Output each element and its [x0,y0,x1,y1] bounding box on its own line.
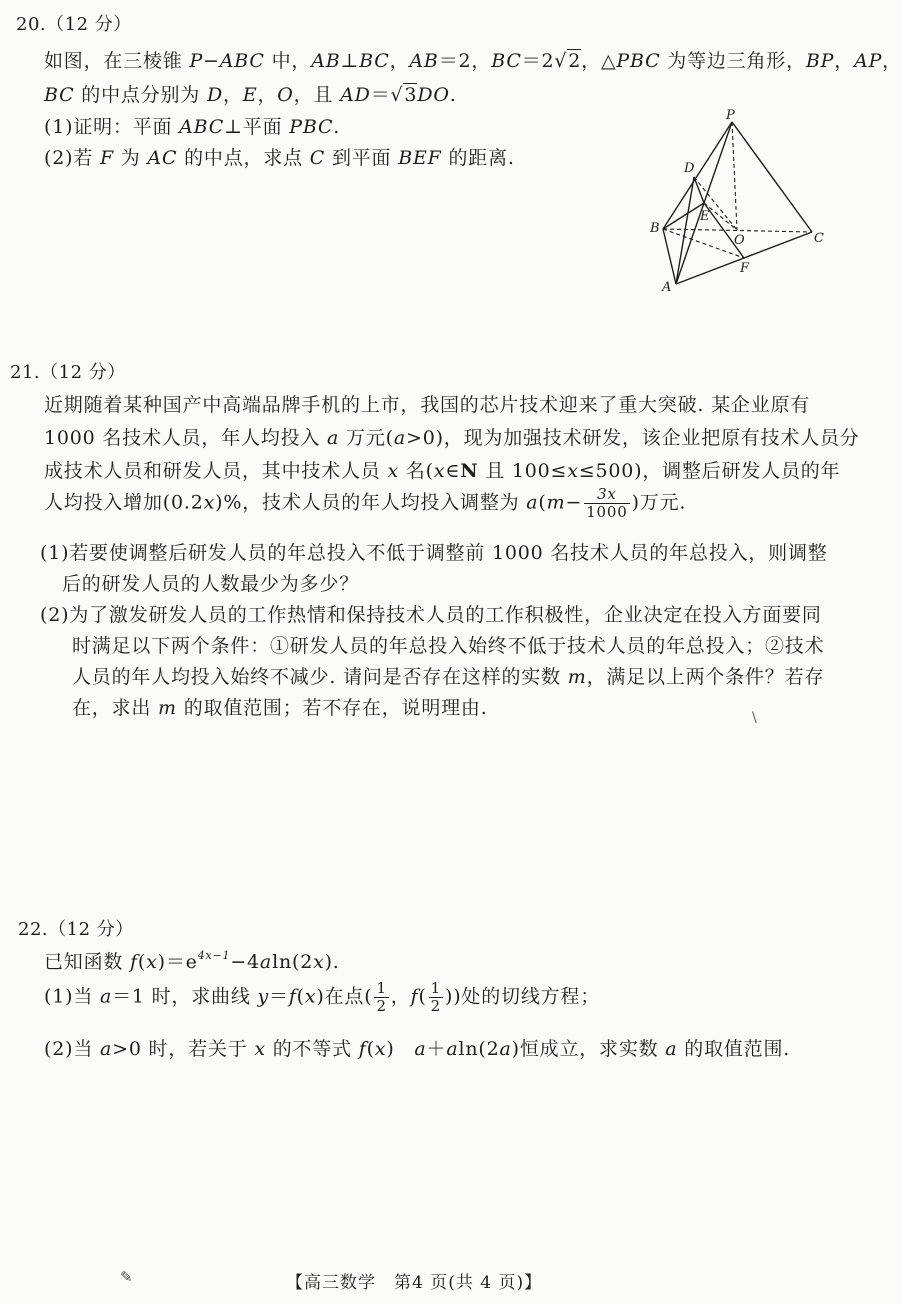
segment-PO-hidden [732,122,737,230]
math: PBC [616,50,661,72]
text: ，△ [581,50,617,72]
text: 人员的年人均投入始终不减少. 请问是否存在这样的实数 [72,666,568,688]
q21-stem-line4 [44,486,686,521]
math: a [499,1038,512,1060]
text: 为 [113,147,148,169]
q20-part1 [44,112,340,139]
exponent: 4x−1 [197,949,231,962]
text: . [333,116,341,138]
text: ＝2 [521,50,555,72]
math: AB [409,50,439,72]
stray-pen-mark: \ [752,710,757,726]
text: 如图，在三棱锥 [44,50,190,72]
text: ， [257,84,278,106]
math: F [99,147,114,169]
math: AD [340,84,371,106]
text: 的距离. [441,147,515,169]
pen-mark-icon: ✎ [120,1268,133,1286]
math: BP [805,50,835,72]
math: AP [854,50,883,72]
q21-part2-line1: (2)为了激发研发人员的工作热情和保持技术人员的工作积极性，企业决定在投入方面要同 [40,604,822,626]
text: ⊥平面 [224,116,290,138]
segment-AD [676,177,694,284]
text: (2)当 [44,1038,100,1060]
q21-part2-line4 [72,693,488,720]
pyramid-diagram [640,108,830,293]
q20-stem-line1 [44,46,902,73]
sqrt-sign: √ [554,50,568,72]
q21-stem-line1: 近期随着某种国产中高端品牌手机的上市，我国的芯片技术迎来了重大突破. 某企业原有 [44,394,811,416]
q21-stem-line2 [44,423,860,450]
math: a [665,1038,678,1060]
math: a [393,427,406,449]
math: y [257,985,270,1008]
math: a [414,1038,427,1060]
math: a [99,1038,113,1060]
q22-part2 [44,1034,790,1061]
text: ln(2 [272,951,314,973]
text: 1000 名技术人员，年人均投入 [44,427,328,449]
segment-BE [663,203,704,229]
text: (1)当 [44,985,100,1008]
fraction [584,486,629,521]
math: BC [491,50,522,72]
label-F: F [740,261,750,276]
denominator: 1000 [586,503,628,521]
math: x [254,1038,266,1060]
label-C: C [814,231,824,246]
text: 到平面 [325,147,399,169]
math: x [387,460,399,482]
edge-PB [663,122,732,229]
math: AC [147,147,178,169]
math: m [158,697,177,719]
q20-part2 [44,143,515,170]
text: )%，技术人员的年人均投入调整为 [215,491,527,514]
label-D: D [684,161,695,176]
label-A: A [662,280,672,295]
text: ， [834,50,855,72]
label-O: O [734,233,745,248]
math: P−ABC [189,50,265,72]
text: (2)若 [44,147,100,169]
text: ))处的切线方程； [445,985,601,1008]
q21-heading: 21.（12 分） [10,362,126,383]
text: ＝ [370,84,391,106]
text: . [449,84,457,106]
math: f [130,951,138,973]
text: − [565,491,583,514]
math: x [313,951,325,973]
q22-stem [44,947,340,974]
text: ＋ [426,1038,447,1060]
math: a [526,491,539,514]
text: −4 [230,951,260,973]
text: ，且 [293,84,341,106]
text: ， [882,50,902,72]
page-footer: 【高三数学 第4 页(共 4 页)】 [286,1273,543,1293]
math: BC [44,84,75,106]
math: x [374,1038,387,1060]
q21-part1-line1: (1)若要使调整后研发人员的年总投入不低于调整前 1000 名技术人员的年总投入，则调整 [40,542,828,564]
math: x [203,491,216,514]
segment-EF [704,203,744,258]
edge-AB [663,229,676,284]
q20-stem-line2 [44,80,457,107]
math: m [546,491,566,514]
text: ，满足以上两个条件？若存 [586,666,825,688]
text: ln(2 [458,1038,500,1060]
text: ， [222,84,243,106]
text: 在，求出 [72,697,159,719]
text: 的中点，求点 [177,147,310,169]
q21-part2-line3 [72,662,824,689]
segment-DE [694,177,704,203]
text: ， [389,50,410,72]
numerator: 1 [430,979,441,997]
text: 且 100≤ [478,460,568,482]
q20-heading: 20.（12 分） [16,14,132,35]
math: ABC [179,116,225,138]
math: x [567,460,579,482]
math: x [304,985,317,1008]
math: x [433,460,446,482]
text: 的取值范围. [677,1038,791,1060]
math: DO [417,84,450,106]
radicand: 2 [568,50,582,72]
text: 中， [264,50,312,72]
text: (1)证明：平面 [44,116,180,138]
text: 成技术人员和研发人员，其中技术人员 [44,460,388,482]
text: ( [418,985,427,1008]
math: m [567,666,587,688]
label-P: P [726,108,735,123]
text: 的不等式 [265,1038,359,1060]
numerator: 3x [584,486,629,504]
text: ≤500)，调整后研发人员的年 [578,460,841,482]
text: 已知函数 [44,951,131,973]
text: ＝ [269,985,289,1008]
text: ). [324,951,340,973]
radicand: 3 [404,84,418,106]
text: 名( [398,460,434,482]
math: f [410,985,419,1008]
text: ， [390,985,411,1008]
text: 万元( [339,427,394,449]
text: )＝e [157,951,198,973]
math: a [99,985,113,1008]
math: C [309,147,326,169]
numerator: 1 [376,979,387,997]
label-B: B [650,221,660,236]
denominator: 2 [376,997,387,1015]
text: ( [366,1038,375,1060]
edge-PC [732,122,812,232]
text: ) [386,1038,415,1060]
text: ( [296,985,305,1008]
math: f [288,985,297,1008]
math: O [277,84,294,106]
q22-part1 [44,980,600,1015]
math: N [460,460,479,482]
text: >0)，现为加强技术研发，该企业把原有技术人员分 [405,427,860,449]
text: 的中点分别为 [74,84,207,106]
sqrt-sign: √ [390,84,404,106]
text: )在点( [316,985,373,1008]
q22-heading: 22.（12 分） [18,919,134,940]
math: D [206,84,223,106]
q21-stem-line3 [44,456,840,483]
math: a [327,427,340,449]
math: AB⊥BC [311,50,390,72]
denominator: 2 [430,997,441,1015]
text: ( [137,951,147,973]
q21-part1-line2: 后的研发人员的人数最少为多少？ [62,573,360,595]
math: a [259,951,273,973]
text: )万元. [631,491,687,514]
text: ＝1 时，求曲线 [112,985,258,1008]
label-E: E [700,209,710,224]
math: a [446,1038,459,1060]
math: BEF [398,147,442,169]
text: ＝2， [438,50,492,72]
math: f [358,1038,367,1060]
math: x [146,951,158,973]
text: >0 时，若关于 [112,1038,255,1060]
segment-BF-hidden [663,229,744,258]
q21-part2-line2: 时满足以下两个条件：①研发人员的年总投入始终不低于技术人员的年总投入；②技术 [72,635,825,657]
text: ∈ [445,460,461,482]
text: 为等边三角形， [660,50,806,72]
text: )恒成立，求实数 [511,1038,666,1060]
fraction [429,980,443,1015]
math: PBC [289,116,334,138]
text: 人均投入增加(0.2 [44,491,204,514]
text: ( [538,491,547,514]
fraction [374,980,388,1015]
math: E [242,84,258,106]
text: 的取值范围；若不存在，说明理由. [176,697,488,719]
